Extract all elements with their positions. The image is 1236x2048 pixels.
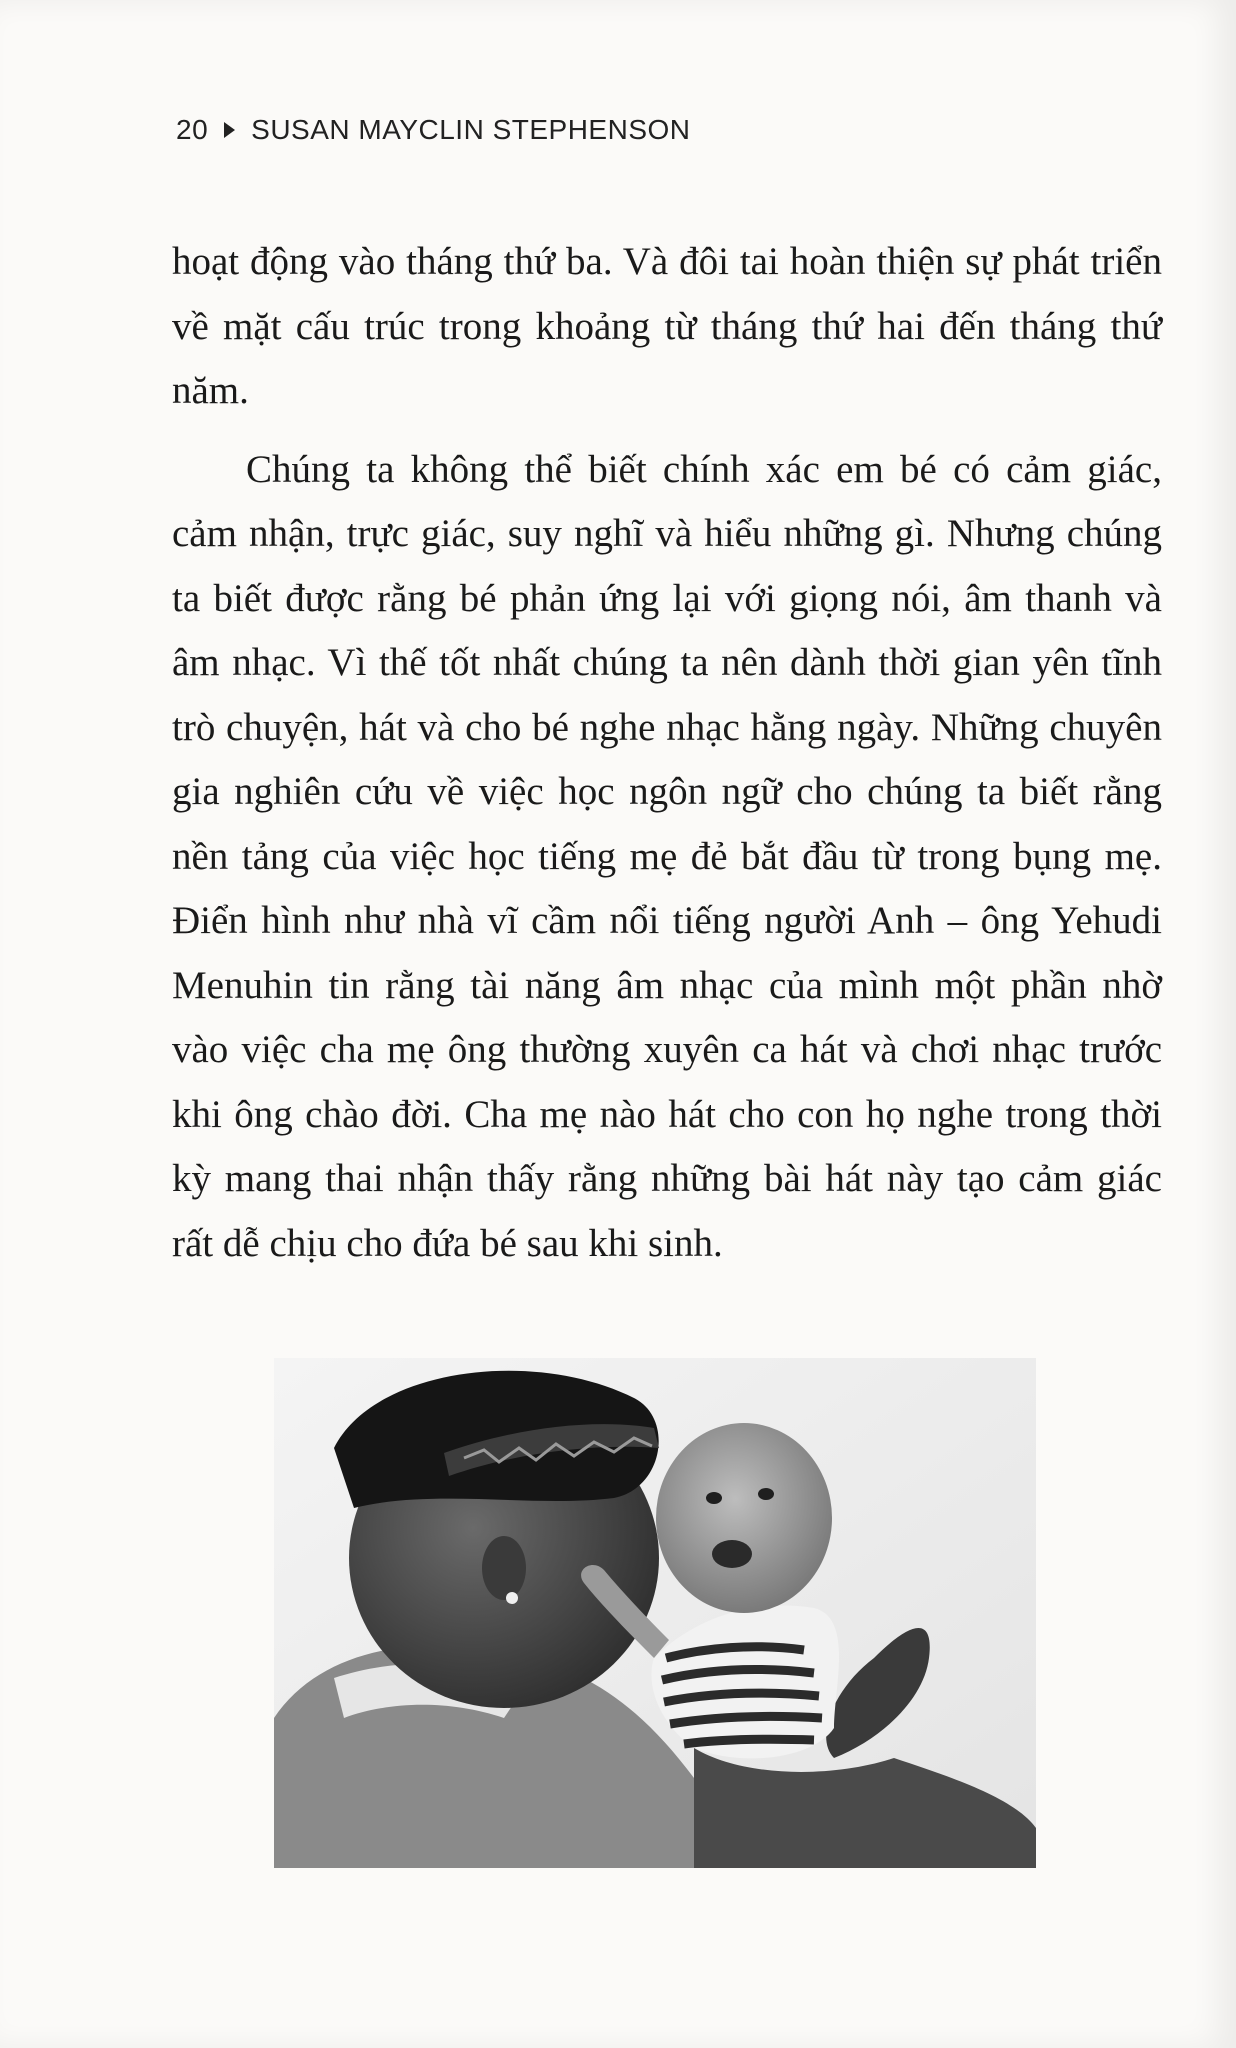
paragraph: Chúng ta không thể biết chính xác em bé có cảm giác, cảm nhận, trực giác, suy nghĩ và hiểu những gì. Nhưng chúng ta biết được rằng bé phản ứng lại với giọng nói, âm thanh và âm nhạc. Vì thế tốt nhất chúng ta nên dành thời gian yên tĩnh trò chuyện, hát và cho bé nghe nhạc hằng ngày. Những chuyên gia nghiên cứu về việc học ngôn ngữ cho chúng ta biết rằng nền tảng của việc học tiếng mẹ đẻ bắt đầu từ trong bụng mẹ. Điển hình như nhà vĩ cầm nổi tiếng người Anh – ông Yehudi Menuhin tin rằng tài năng âm nhạc của mình một phần nhờ vào việc cha mẹ ông thường xuyên ca hát và chơi nhạc trước khi ông chào đời. Cha mẹ nào hát cho con họ nghe trong thời kỳ mang thai nhận thấy rằng những bài hát này tạo cảm giác rất dễ chịu cho đứa bé sau khi sinh.: [172, 447, 1162, 1265]
body-text: [172, 230, 1162, 1276]
page-number: 20: [176, 114, 209, 145]
author-name: SUSAN MAYCLIN STEPHENSON: [251, 114, 691, 145]
mother-baby-photo: [274, 1358, 1036, 1868]
arrow-right-icon: [224, 122, 235, 138]
paragraph-continued: hoạt động vào tháng thứ ba. Và đôi tai hoàn thiện sự phát triển về mặt cấu trúc trong khoảng từ tháng thứ hai đến tháng thứ năm.: [172, 240, 1162, 412]
running-head: [176, 114, 691, 146]
